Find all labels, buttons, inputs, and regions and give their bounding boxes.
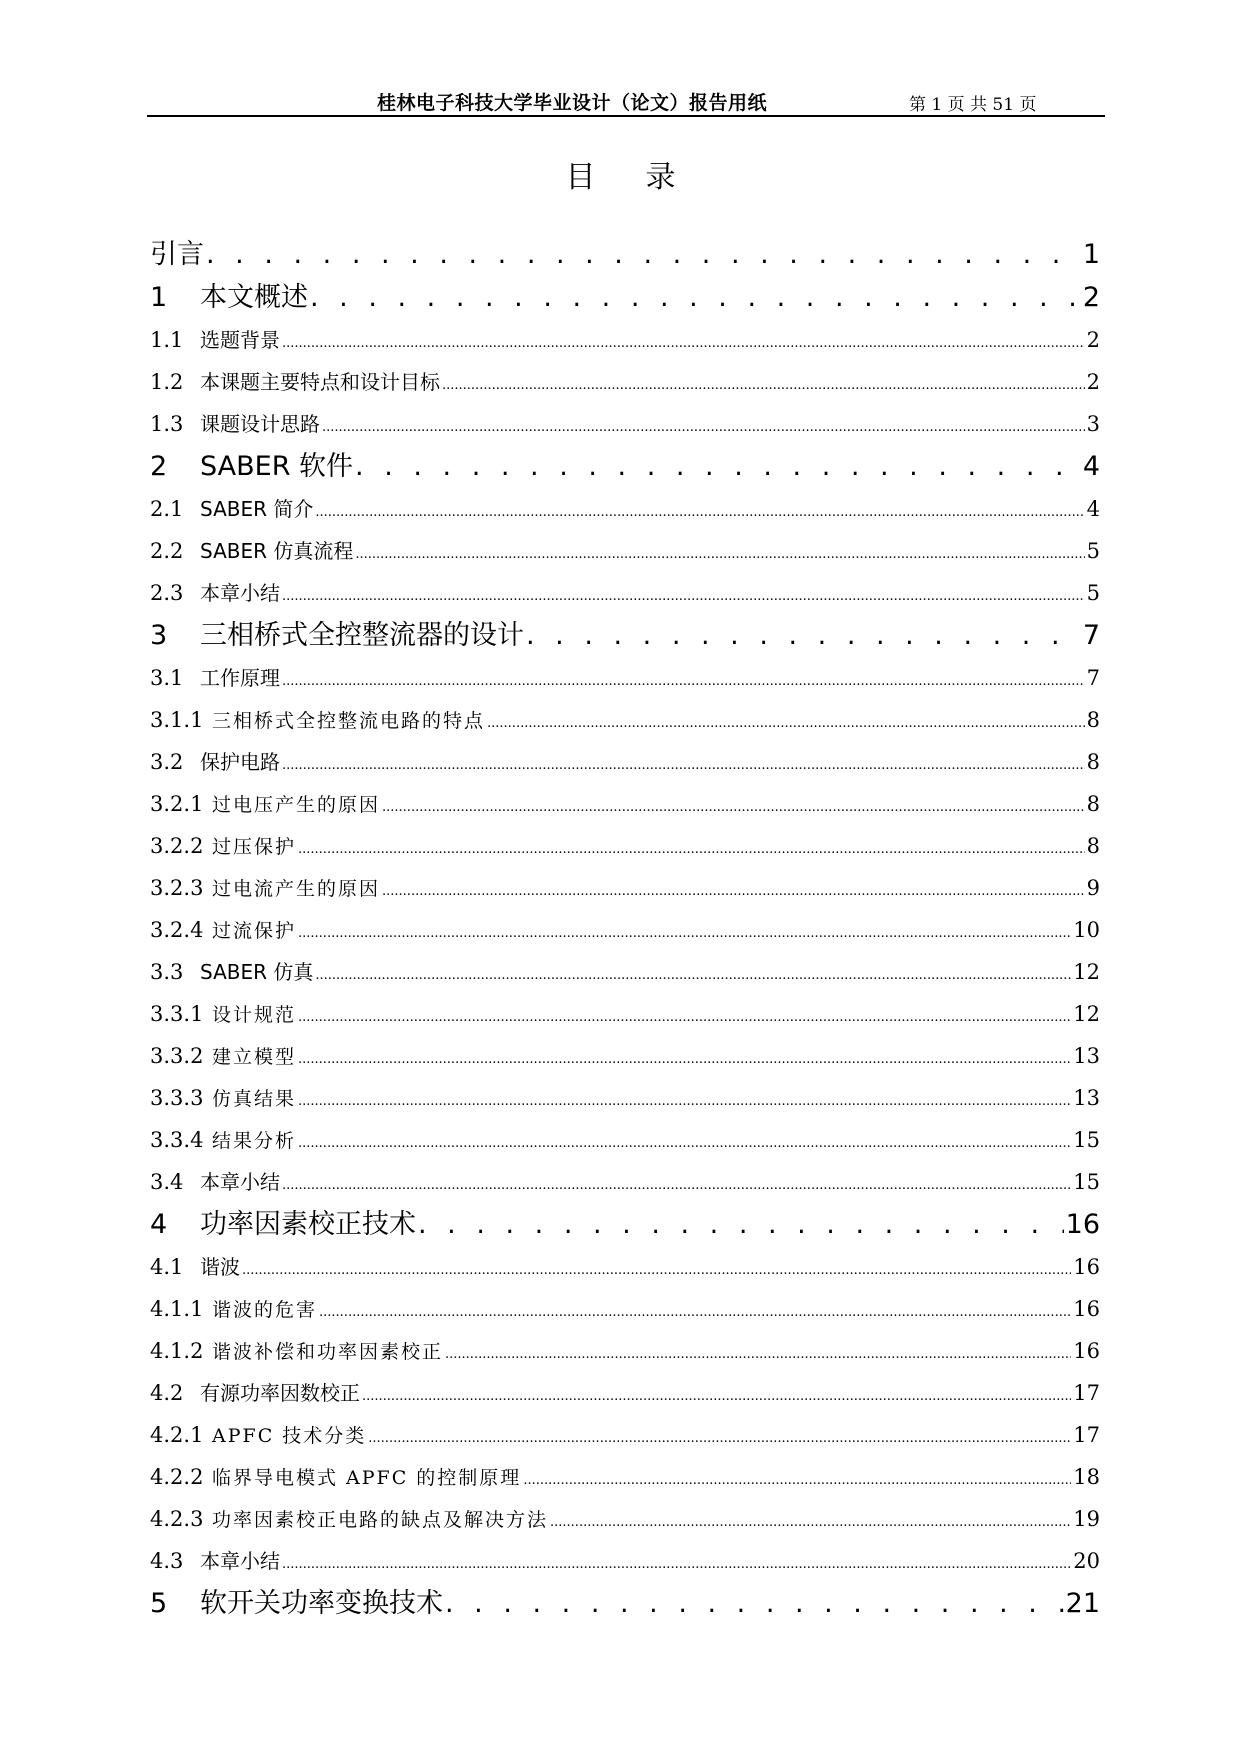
toc-entry-page-number: 4 bbox=[1086, 497, 1100, 521]
toc-entry[interactable] bbox=[150, 657, 1100, 699]
toc-dot-leader bbox=[442, 365, 1085, 403]
toc-dot-leader bbox=[550, 1502, 1071, 1540]
toc-entry[interactable] bbox=[150, 1498, 1100, 1540]
toc-dot-leader bbox=[322, 407, 1085, 445]
toc-entry-label: 保护电路 bbox=[200, 750, 280, 774]
toc-entry-page-number: 9 bbox=[1086, 876, 1100, 900]
toc-entry-label: 选题背景 bbox=[200, 328, 280, 352]
toc-dot-leader bbox=[282, 576, 1085, 614]
toc-entry-number: 4.3 bbox=[150, 1549, 184, 1573]
toc-entry-page-number: 2 bbox=[1082, 282, 1100, 313]
toc-entry-number: 3.2 bbox=[150, 750, 184, 774]
toc-dot-leader bbox=[298, 997, 1071, 1035]
toc-dot-leader bbox=[487, 703, 1085, 741]
toc-entry-label: 谐波补偿和功率因素校正 bbox=[212, 1341, 444, 1363]
toc-entry-label: 临界导电模式 APFC 的控制原理 bbox=[212, 1467, 522, 1489]
toc-entry-number: 3.1 bbox=[150, 666, 184, 690]
toc-entry-page-number: 8 bbox=[1086, 792, 1100, 816]
toc-entry-label: 工作原理 bbox=[200, 666, 280, 690]
toc-entry-page-number: 7 bbox=[1082, 620, 1100, 651]
toc-entry[interactable] bbox=[150, 783, 1100, 825]
toc-dot-leader bbox=[315, 492, 1084, 530]
toc-entry[interactable] bbox=[150, 909, 1100, 951]
toc-entry-number: 3.3.3 bbox=[150, 1086, 204, 1110]
toc-entry-label: 结果分析 bbox=[212, 1130, 297, 1152]
toc-entry-page-number: 5 bbox=[1086, 539, 1100, 563]
toc-entry-number: 3.3.2 bbox=[150, 1044, 204, 1068]
toc-entry-number: 1 bbox=[150, 282, 168, 313]
toc-entry[interactable] bbox=[150, 361, 1100, 403]
toc-entry[interactable] bbox=[150, 1414, 1100, 1456]
toc-entry-label: 建立模型 bbox=[212, 1046, 297, 1068]
toc-entry-number: 4.2.2 bbox=[150, 1465, 204, 1489]
toc-entry[interactable] bbox=[150, 1035, 1100, 1077]
toc-entry[interactable] bbox=[150, 741, 1100, 783]
toc-entry-number: 4.1.2 bbox=[150, 1339, 204, 1363]
toc-entry-label: 有源功率因数校正 bbox=[200, 1381, 360, 1405]
toc-entry[interactable] bbox=[150, 1582, 1100, 1625]
toc-entry-label: 三相桥式全控整流器的设计 bbox=[200, 620, 524, 651]
toc-entry-label: 三相桥式全控整流电路的特点 bbox=[212, 710, 486, 732]
table-of-contents bbox=[150, 233, 1100, 1625]
toc-dot-leader bbox=[282, 661, 1085, 699]
toc-entry-number: 5 bbox=[150, 1588, 168, 1619]
toc-entry-page-number: 20 bbox=[1073, 1549, 1100, 1573]
toc-entry-number: 4.2.3 bbox=[150, 1507, 204, 1531]
toc-entry[interactable] bbox=[150, 488, 1100, 530]
toc-entry-page-number: 19 bbox=[1073, 1507, 1100, 1531]
toc-entry-page-number: 7 bbox=[1086, 666, 1100, 690]
toc-entry-label: SABER 仿真流程 bbox=[200, 539, 354, 563]
page-header bbox=[147, 82, 1105, 117]
toc-entry[interactable] bbox=[150, 276, 1100, 319]
toc-entry-label: APFC 技术分类 bbox=[212, 1425, 367, 1447]
toc-entry-page-number: 4 bbox=[1082, 451, 1100, 482]
toc-entry[interactable] bbox=[150, 1540, 1100, 1582]
toc-entry-number: 3.2.2 bbox=[150, 834, 204, 858]
toc-entry-label: SABER 简介 bbox=[200, 497, 314, 521]
header-title: 桂林电子科技大学毕业设计（论文）报告用纸 bbox=[377, 92, 768, 114]
toc-dot-leader bbox=[298, 1081, 1071, 1119]
toc-dot-leader bbox=[523, 1460, 1071, 1498]
toc-dot-leader bbox=[315, 955, 1071, 993]
toc-dot-leader bbox=[362, 1376, 1071, 1414]
toc-entry-page-number: 12 bbox=[1073, 960, 1100, 984]
toc-entry-page-number: 18 bbox=[1073, 1465, 1100, 1489]
toc-entry-label: 过电流产生的原因 bbox=[212, 878, 381, 900]
toc-entry-label: 课题设计思路 bbox=[200, 412, 320, 436]
toc-entry-page-number: 16 bbox=[1073, 1297, 1100, 1321]
toc-dot-leader bbox=[319, 1292, 1071, 1330]
toc-dot-leader bbox=[206, 233, 1081, 276]
toc-entry[interactable] bbox=[150, 951, 1100, 993]
toc-entry[interactable] bbox=[150, 699, 1100, 741]
toc-entry[interactable] bbox=[150, 403, 1100, 445]
toc-entry-number: 3.2.1 bbox=[150, 792, 204, 816]
toc-entry-label: 软开关功率变换技术 bbox=[200, 1588, 443, 1619]
toc-entry-number: 4.2 bbox=[150, 1381, 184, 1405]
toc-entry-label: 谐波 bbox=[200, 1255, 240, 1279]
toc-entry[interactable] bbox=[150, 867, 1100, 909]
toc-entry-label: SABER 软件 bbox=[200, 451, 354, 482]
toc-entry-number: 3.2.4 bbox=[150, 918, 204, 942]
toc-entry-page-number: 10 bbox=[1073, 918, 1100, 942]
toc-dot-leader bbox=[282, 323, 1085, 361]
toc-entry[interactable] bbox=[150, 1288, 1100, 1330]
toc-entry-page-number: 13 bbox=[1073, 1044, 1100, 1068]
toc-dot-leader bbox=[282, 1544, 1071, 1582]
toc-entry-number: 3.4 bbox=[150, 1170, 184, 1194]
toc-entry-page-number: 12 bbox=[1073, 1002, 1100, 1026]
toc-entry[interactable] bbox=[150, 825, 1100, 867]
toc-entry-label: 本课题主要特点和设计目标 bbox=[200, 370, 440, 394]
toc-entry[interactable] bbox=[150, 1330, 1100, 1372]
toc-dot-leader bbox=[282, 745, 1085, 783]
toc-entry-number: 1.1 bbox=[150, 328, 184, 352]
toc-entry-number: 3.1.1 bbox=[150, 708, 204, 732]
toc-entry-page-number: 2 bbox=[1086, 328, 1100, 352]
toc-entry-page-number: 5 bbox=[1086, 581, 1100, 605]
toc-entry[interactable] bbox=[150, 614, 1100, 657]
toc-entry-label: 本章小结 bbox=[200, 1549, 280, 1573]
toc-dot-leader bbox=[526, 614, 1081, 657]
toc-entry-number: 1.3 bbox=[150, 412, 184, 436]
toc-entry-page-number: 13 bbox=[1073, 1086, 1100, 1110]
toc-entry[interactable] bbox=[150, 445, 1100, 488]
toc-entry-number: 4.1 bbox=[150, 1255, 184, 1279]
toc-dot-leader bbox=[418, 1203, 1064, 1246]
toc-dot-leader bbox=[298, 1123, 1071, 1161]
toc-entry[interactable] bbox=[150, 319, 1100, 361]
toc-entry[interactable] bbox=[150, 993, 1100, 1035]
toc-entry-page-number: 3 bbox=[1086, 412, 1100, 436]
toc-entry[interactable] bbox=[150, 572, 1100, 614]
toc-entry[interactable] bbox=[150, 233, 1100, 276]
toc-dot-leader bbox=[382, 787, 1085, 825]
toc-entry-number: 4.1.1 bbox=[150, 1297, 204, 1321]
toc-entry[interactable] bbox=[150, 530, 1100, 572]
toc-entry-page-number: 21 bbox=[1065, 1588, 1100, 1619]
toc-entry-number: 1.2 bbox=[150, 370, 184, 394]
toc-entry-page-number: 15 bbox=[1073, 1128, 1100, 1152]
toc-entry-label: 功率因素校正技术 bbox=[200, 1209, 416, 1240]
toc-entry-number: 3.3 bbox=[150, 960, 184, 984]
toc-entry-number: 2 bbox=[150, 451, 168, 482]
toc-entry-label: 过电压产生的原因 bbox=[212, 794, 381, 816]
toc-title: 目录 bbox=[565, 160, 726, 195]
toc-dot-leader bbox=[310, 276, 1081, 319]
toc-entry-number: 3.3.4 bbox=[150, 1128, 204, 1152]
toc-entry-number: 2.1 bbox=[150, 497, 184, 521]
toc-entry-number: 3 bbox=[150, 620, 168, 651]
toc-entry[interactable] bbox=[150, 1119, 1100, 1161]
toc-entry-number: 2.3 bbox=[150, 581, 184, 605]
toc-dot-leader bbox=[282, 1165, 1071, 1203]
toc-entry-page-number: 15 bbox=[1073, 1170, 1100, 1194]
toc-entry-label: 设计规范 bbox=[212, 1004, 297, 1026]
toc-dot-leader bbox=[298, 1039, 1071, 1077]
toc-dot-leader bbox=[445, 1582, 1064, 1625]
toc-entry-number: 4.2.1 bbox=[150, 1423, 204, 1447]
toc-entry-label: 谐波的危害 bbox=[212, 1299, 318, 1321]
toc-entry-number: 3.3.1 bbox=[150, 1002, 204, 1026]
toc-entry-label: SABER 仿真 bbox=[200, 960, 314, 984]
toc-entry-page-number: 17 bbox=[1073, 1381, 1100, 1405]
toc-dot-leader bbox=[298, 829, 1085, 867]
toc-entry-label: 本章小结 bbox=[200, 1170, 280, 1194]
toc-entry-label: 过压保护 bbox=[212, 836, 297, 858]
toc-entry-label: 功率因素校正电路的缺点及解决方法 bbox=[212, 1509, 549, 1531]
toc-entry[interactable] bbox=[150, 1372, 1100, 1414]
toc-dot-leader bbox=[355, 534, 1084, 572]
toc-entry-page-number: 17 bbox=[1073, 1423, 1100, 1447]
toc-entry-page-number: 16 bbox=[1065, 1209, 1100, 1240]
toc-entry-page-number: 2 bbox=[1086, 370, 1100, 394]
toc-entry[interactable] bbox=[150, 1203, 1100, 1246]
toc-entry-number: 3.2.3 bbox=[150, 876, 204, 900]
toc-entry-page-number: 16 bbox=[1073, 1255, 1100, 1279]
toc-entry-label: 仿真结果 bbox=[212, 1088, 297, 1110]
toc-entry-number: 4 bbox=[150, 1209, 168, 1240]
toc-entry-page-number: 8 bbox=[1086, 708, 1100, 732]
toc-dot-leader bbox=[382, 871, 1085, 909]
toc-entry-number: 2.2 bbox=[150, 539, 184, 563]
toc-dot-leader bbox=[368, 1418, 1071, 1456]
toc-entry[interactable] bbox=[150, 1246, 1100, 1288]
toc-entry[interactable] bbox=[150, 1456, 1100, 1498]
toc-entry-page-number: 8 bbox=[1086, 750, 1100, 774]
toc-entry-page-number: 8 bbox=[1086, 834, 1100, 858]
toc-entry-label: 本文概述 bbox=[200, 282, 308, 313]
toc-entry-page-number: 1 bbox=[1082, 239, 1100, 270]
toc-dot-leader bbox=[242, 1250, 1071, 1288]
toc-entry[interactable] bbox=[150, 1077, 1100, 1119]
toc-dot-leader bbox=[355, 445, 1081, 488]
toc-dot-leader bbox=[298, 913, 1071, 951]
toc-entry-label: 引言 bbox=[150, 239, 204, 270]
toc-entry-label: 过流保护 bbox=[212, 920, 297, 942]
toc-dot-leader bbox=[445, 1334, 1071, 1372]
toc-entry-page-number: 16 bbox=[1073, 1339, 1100, 1363]
toc-entry-label: 本章小结 bbox=[200, 581, 280, 605]
header-page-info: 第 1 页 共 51 页 bbox=[909, 95, 1037, 115]
toc-entry[interactable] bbox=[150, 1161, 1100, 1203]
